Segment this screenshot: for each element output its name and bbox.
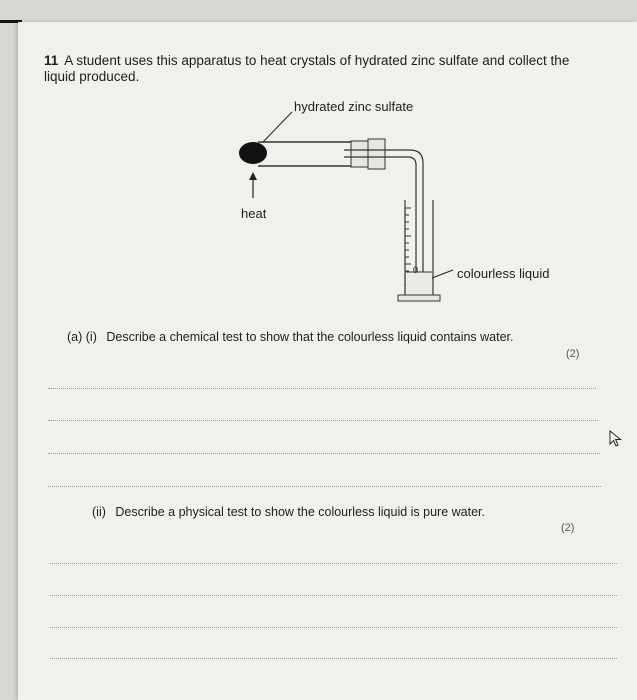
- label-colourless-liquid: colourless liquid: [457, 266, 550, 281]
- part-a-i-marks: (2): [566, 348, 580, 360]
- mouse-pointer-icon: [608, 430, 624, 448]
- scale-zero-label: 0: [413, 265, 419, 275]
- part-a-ii-label: (ii): [92, 505, 106, 519]
- answer-line[interactable]: [48, 486, 601, 487]
- part-a-ii-marks: (2): [561, 522, 575, 534]
- answer-line[interactable]: [48, 420, 598, 421]
- part-a-ii: [92, 505, 485, 519]
- answer-line[interactable]: [50, 595, 617, 596]
- answer-line[interactable]: [50, 658, 617, 659]
- crystals-sample: [239, 142, 267, 164]
- answer-line[interactable]: [48, 388, 596, 389]
- collected-liquid: [406, 272, 432, 294]
- question-text: A student uses this apparatus to heat crystals of hydrated zinc sulfate and collect the liquid produced.: [44, 53, 570, 84]
- label-hydrated-zinc-sulfate: hydrated zinc sulfate: [294, 99, 414, 114]
- question-number: 11: [44, 53, 59, 68]
- cylinder-base: [398, 295, 440, 301]
- part-a-i-text: Describe a chemical test to show that the colourless liquid contains water.: [106, 330, 514, 344]
- part-a-ii-text: Describe a physical test to show the colourless liquid is pure water.: [115, 505, 485, 519]
- part-a-i: [67, 330, 514, 344]
- liquid-leader-line: [432, 270, 453, 278]
- answer-line[interactable]: [48, 453, 600, 454]
- heat-arrow-icon: [249, 172, 257, 180]
- part-a-i-label: (a) (i): [67, 330, 97, 344]
- answer-line[interactable]: [50, 563, 617, 564]
- solid-leader-line: [263, 112, 292, 142]
- answer-line[interactable]: [50, 627, 617, 628]
- delivery-tube-outer: [344, 150, 423, 290]
- bung-collar: [368, 139, 385, 169]
- label-heat: heat: [241, 206, 267, 221]
